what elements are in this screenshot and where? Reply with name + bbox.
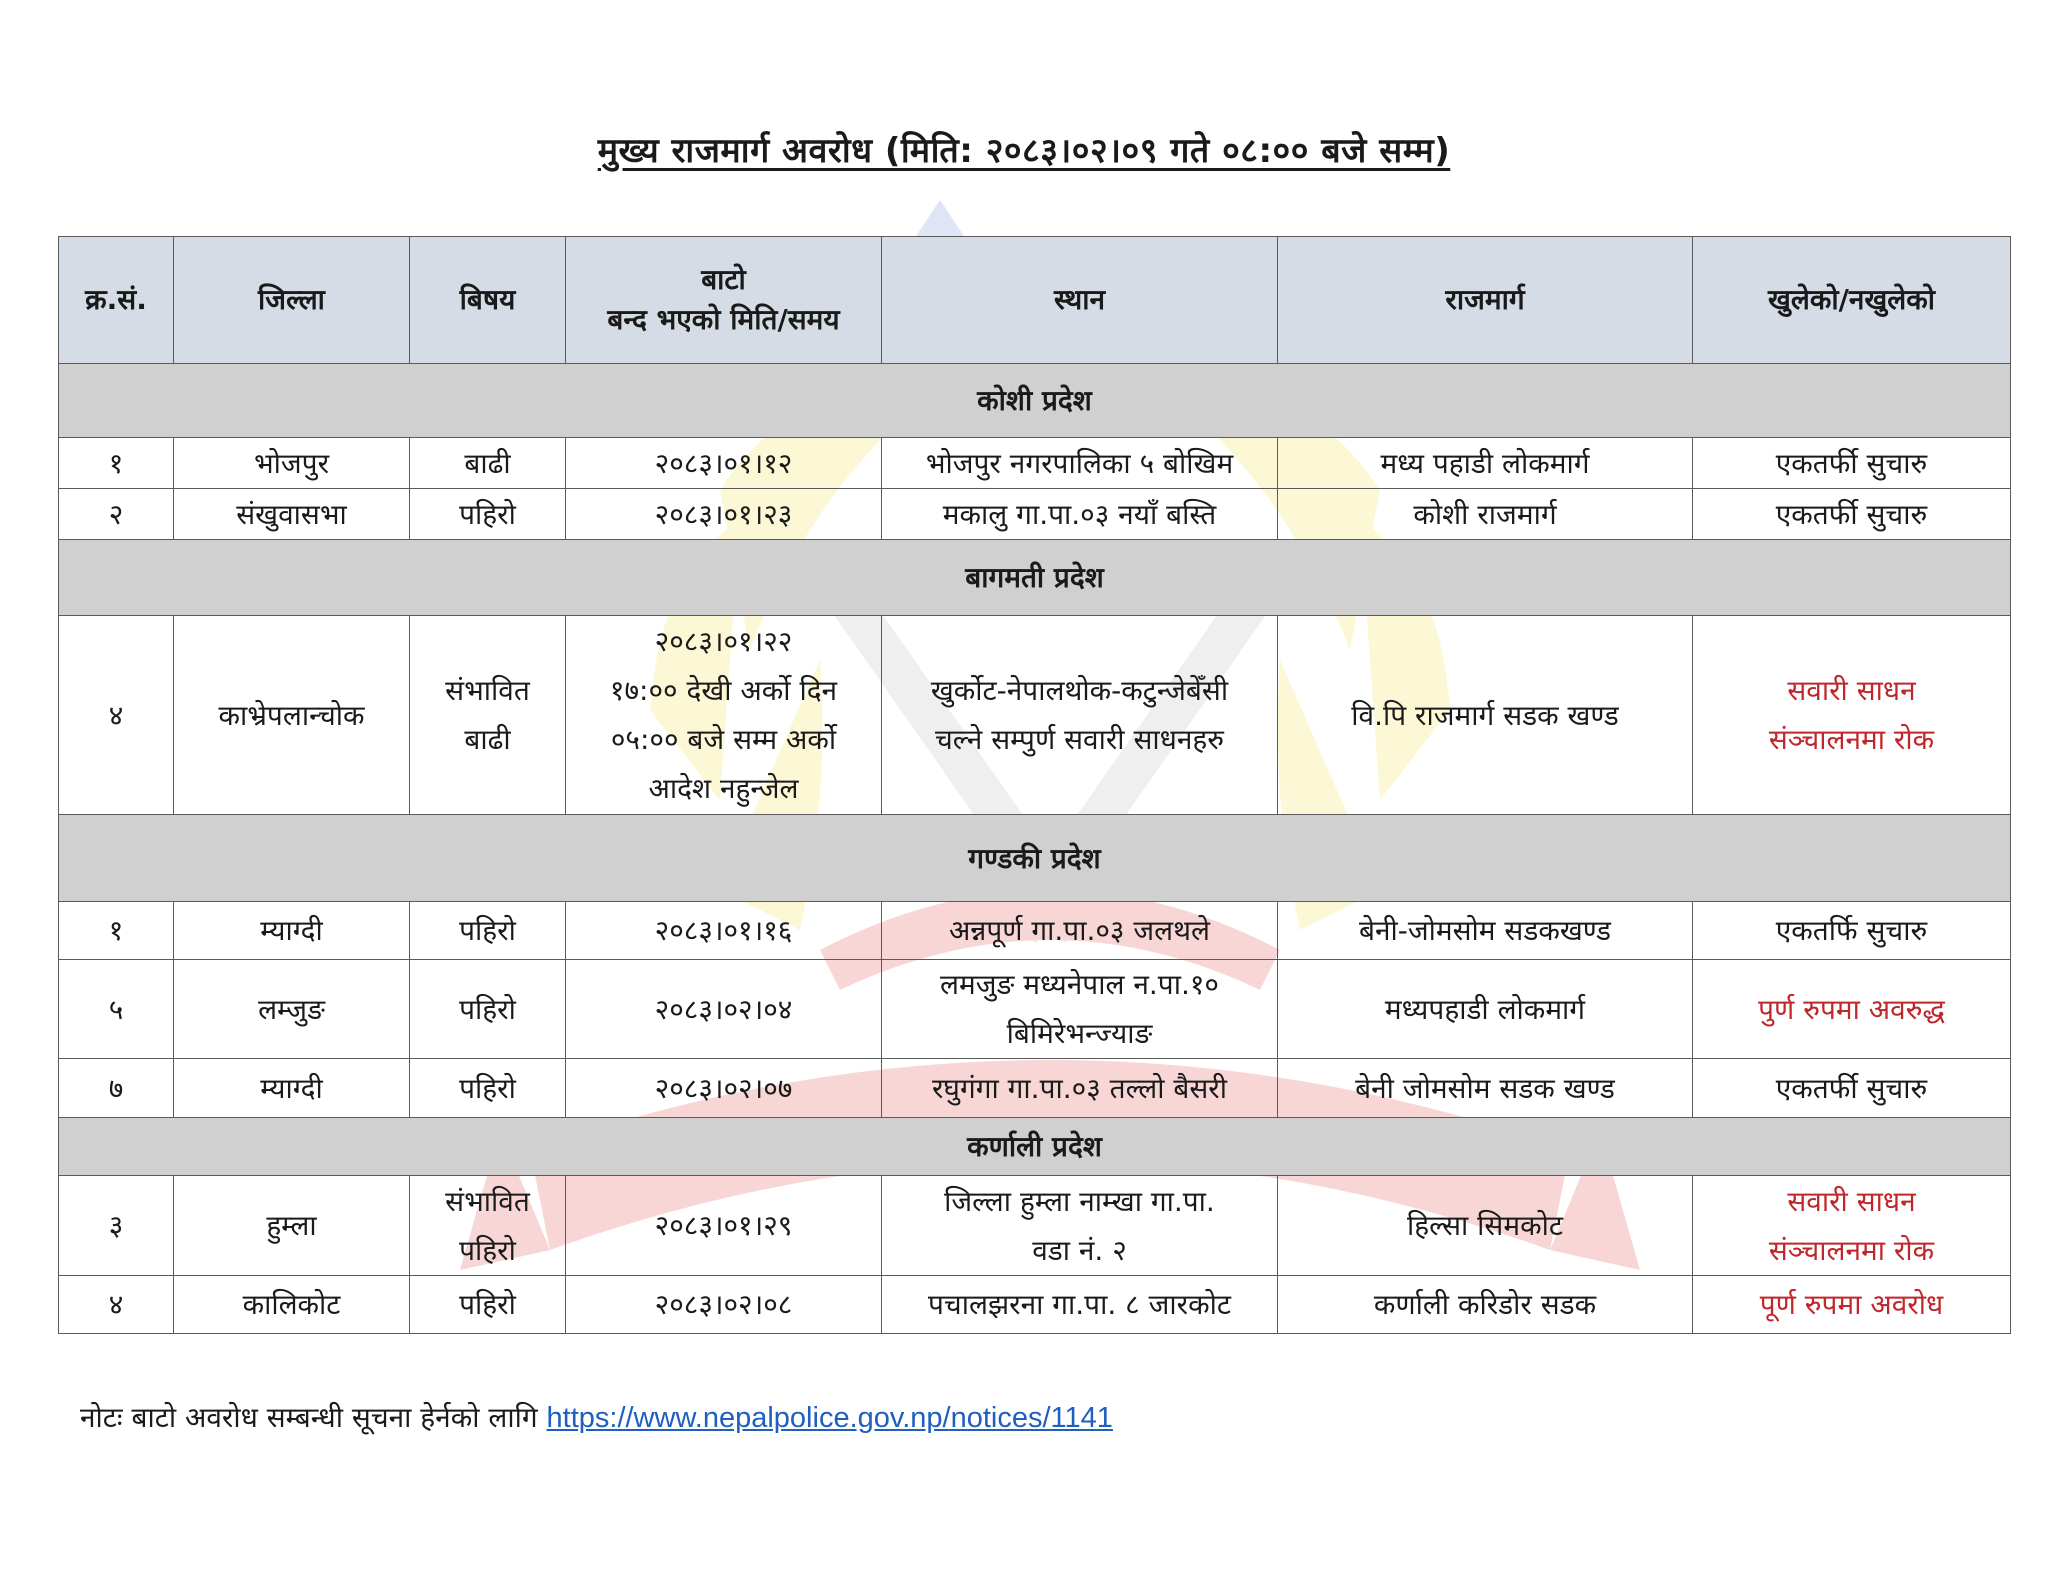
- cell-status-line: सवारी साधन: [1787, 674, 1916, 707]
- header-highway: राजमार्ग: [1278, 237, 1693, 364]
- cell-date-line: २०८३।०१।२२: [654, 625, 793, 658]
- cell-date: २०८३।०२।०४: [566, 960, 882, 1059]
- cell-location: रघुगंगा गा.पा.०३ तल्लो बैसरी: [882, 1059, 1278, 1118]
- cell-location-line: जिल्ला हुम्ला नाम्खा गा.पा.: [944, 1184, 1215, 1218]
- cell-location: पचालझरना गा.पा. ८ जारकोट: [882, 1276, 1278, 1334]
- cell-highway: हिल्सा सिमकोट: [1278, 1176, 1693, 1276]
- cell-serial: १: [59, 902, 174, 960]
- cell-status: एकतर्फी सुचारु: [1693, 1059, 2011, 1118]
- header-closed-line1: बाटो: [701, 263, 746, 296]
- cell-highway: मध्यपहाडी लोकमार्ग: [1278, 960, 1693, 1059]
- cell-status: [1693, 616, 2011, 815]
- table-row: [59, 902, 2011, 960]
- cell-subject: बाढी: [410, 438, 566, 489]
- cell-status-line: संञ्चालनमा रोक: [1768, 1233, 1935, 1267]
- cell-subject-line: संभावित: [445, 1184, 530, 1218]
- cell-subject-line: बाढी: [464, 723, 511, 756]
- header-status: खुलेको/नखुलेको: [1693, 237, 2011, 364]
- cell-subject: पहिरो: [410, 489, 566, 540]
- cell-status: एकतर्फी सुचारु: [1693, 438, 2011, 489]
- cell-location-line: चल्ने सम्पुर्ण सवारी साधनहरु: [934, 723, 1225, 756]
- table-header-row: [59, 237, 2011, 364]
- cell-date-line: १७:०० देखी अर्को दिन: [609, 674, 838, 707]
- cell-location: [882, 960, 1278, 1059]
- cell-highway: कोशी राजमार्ग: [1278, 489, 1693, 540]
- cell-district: भोजपुर: [174, 438, 410, 489]
- cell-highway: कर्णाली करिडोर सडक: [1278, 1276, 1693, 1334]
- page-title: मुख्य राजमार्ग अवरोध (मिति: २०८३।०२।०९ गते ०८:०० बजे सम्म): [597, 131, 1451, 171]
- header-subject: बिषय: [410, 237, 566, 364]
- cell-serial: ४: [59, 1276, 174, 1334]
- province-label: कर्णाली प्रदेश: [59, 1118, 2011, 1176]
- cell-highway: वि.पि राजमार्ग सडक खण्ड: [1278, 616, 1693, 815]
- cell-serial: ७: [59, 1059, 174, 1118]
- cell-subject: पहिरो: [410, 960, 566, 1059]
- footer-note: [80, 1398, 1113, 1436]
- table-row: [59, 438, 2011, 489]
- cell-district: लम्जुङ: [174, 960, 410, 1059]
- cell-status-line: सवारी साधन: [1787, 1184, 1916, 1218]
- cell-subject: पहिरो: [410, 1059, 566, 1118]
- cell-location-line: खुर्कोट-नेपालथोक-कटुन्जेबेँसी: [930, 674, 1229, 707]
- header-location: स्थान: [882, 237, 1278, 364]
- cell-location-line: वडा नं. २: [1032, 1233, 1127, 1267]
- highway-blockage-table: [58, 236, 2011, 1334]
- cell-date: २०८३।०१।२९: [566, 1176, 882, 1276]
- cell-date: २०८३।०१।१६: [566, 902, 882, 960]
- cell-highway: बेनी जोमसोम सडक खण्ड: [1278, 1059, 1693, 1118]
- table-row: [59, 489, 2011, 540]
- header-district: जिल्ला: [174, 237, 410, 364]
- cell-subject-line: पहिरो: [459, 1233, 516, 1267]
- notice-link[interactable]: https://www.nepalpolice.gov.np/notices/1141: [546, 1402, 1113, 1434]
- cell-subject: पहिरो: [410, 1276, 566, 1334]
- cell-serial: १: [59, 438, 174, 489]
- cell-status: एकतर्फि सुचारु: [1693, 902, 2011, 960]
- cell-status: पुर्ण रुपमा अवरुद्ध: [1693, 960, 2011, 1059]
- table-row: [59, 1276, 2011, 1334]
- cell-serial: २: [59, 489, 174, 540]
- cell-subject: [410, 1176, 566, 1276]
- cell-date: २०८३।०२।०७: [566, 1059, 882, 1118]
- province-row-gandaki: [59, 815, 2011, 902]
- province-label: बागमती प्रदेश: [59, 540, 2011, 616]
- cell-location: [882, 1176, 1278, 1276]
- table-row: [59, 960, 2011, 1059]
- cell-subject: पहिरो: [410, 902, 566, 960]
- cell-status: [1693, 1176, 2011, 1276]
- cell-date: [566, 616, 882, 815]
- cell-date: २०८३।०२।०८: [566, 1276, 882, 1334]
- header-closed-line2: बन्द भएको मिति/समय: [607, 303, 840, 336]
- province-row-karnali: [59, 1118, 2011, 1176]
- cell-location-line: लमजुङ मध्यनेपाल न.पा.१०: [940, 968, 1219, 1001]
- table-row: [59, 1059, 2011, 1118]
- cell-status: पूर्ण रुपमा अवरोध: [1693, 1276, 2011, 1334]
- cell-district: संखुवासभा: [174, 489, 410, 540]
- cell-serial: ४: [59, 616, 174, 815]
- cell-status-line: संञ्चालनमा रोक: [1768, 723, 1935, 756]
- province-label: गण्डकी प्रदेश: [59, 815, 2011, 902]
- cell-serial: ५: [59, 960, 174, 1059]
- table-row: [59, 1176, 2011, 1276]
- cell-district: म्याग्दी: [174, 1059, 410, 1118]
- note-text: नोटः बाटो अवरोध सम्बन्धी सूचना हेर्नको लागि: [80, 1401, 547, 1434]
- cell-serial: ३: [59, 1176, 174, 1276]
- cell-district: काभ्रेपलान्चोक: [174, 616, 410, 815]
- cell-status: एकतर्फी सुचारु: [1693, 489, 2011, 540]
- cell-location: [882, 616, 1278, 815]
- header-serial: क्र.सं.: [59, 237, 174, 364]
- cell-district: हुम्ला: [174, 1176, 410, 1276]
- cell-subject-line: संभावित: [445, 674, 530, 707]
- cell-location-line: बिमिरेभन्ज्याङ: [1006, 1017, 1153, 1050]
- cell-date-line: आदेश नहुन्जेल: [648, 772, 799, 805]
- cell-district: म्याग्दी: [174, 902, 410, 960]
- cell-date: २०८३।०१।१२: [566, 438, 882, 489]
- cell-location: अन्नपूर्ण गा.पा.०३ जलथले: [882, 902, 1278, 960]
- table-row: [59, 616, 2011, 815]
- province-row-bagmati: [59, 540, 2011, 616]
- cell-highway: बेनी-जोमसोम सडकखण्ड: [1278, 902, 1693, 960]
- header-closed-date: [566, 237, 882, 364]
- cell-highway: मध्य पहाडी लोकमार्ग: [1278, 438, 1693, 489]
- cell-location: मकालु गा.पा.०३ नयाँ बस्ति: [882, 489, 1278, 540]
- province-row-koshi: [59, 364, 2011, 438]
- cell-subject: [410, 616, 566, 815]
- cell-date: २०८३।०१।२३: [566, 489, 882, 540]
- province-label: कोशी प्रदेश: [59, 364, 2011, 438]
- cell-location: भोजपुर नगरपालिका ५ बोखिम: [882, 438, 1278, 489]
- cell-date-line: ०५:०० बजे सम्म अर्को: [610, 723, 837, 756]
- cell-district: कालिकोट: [174, 1276, 410, 1334]
